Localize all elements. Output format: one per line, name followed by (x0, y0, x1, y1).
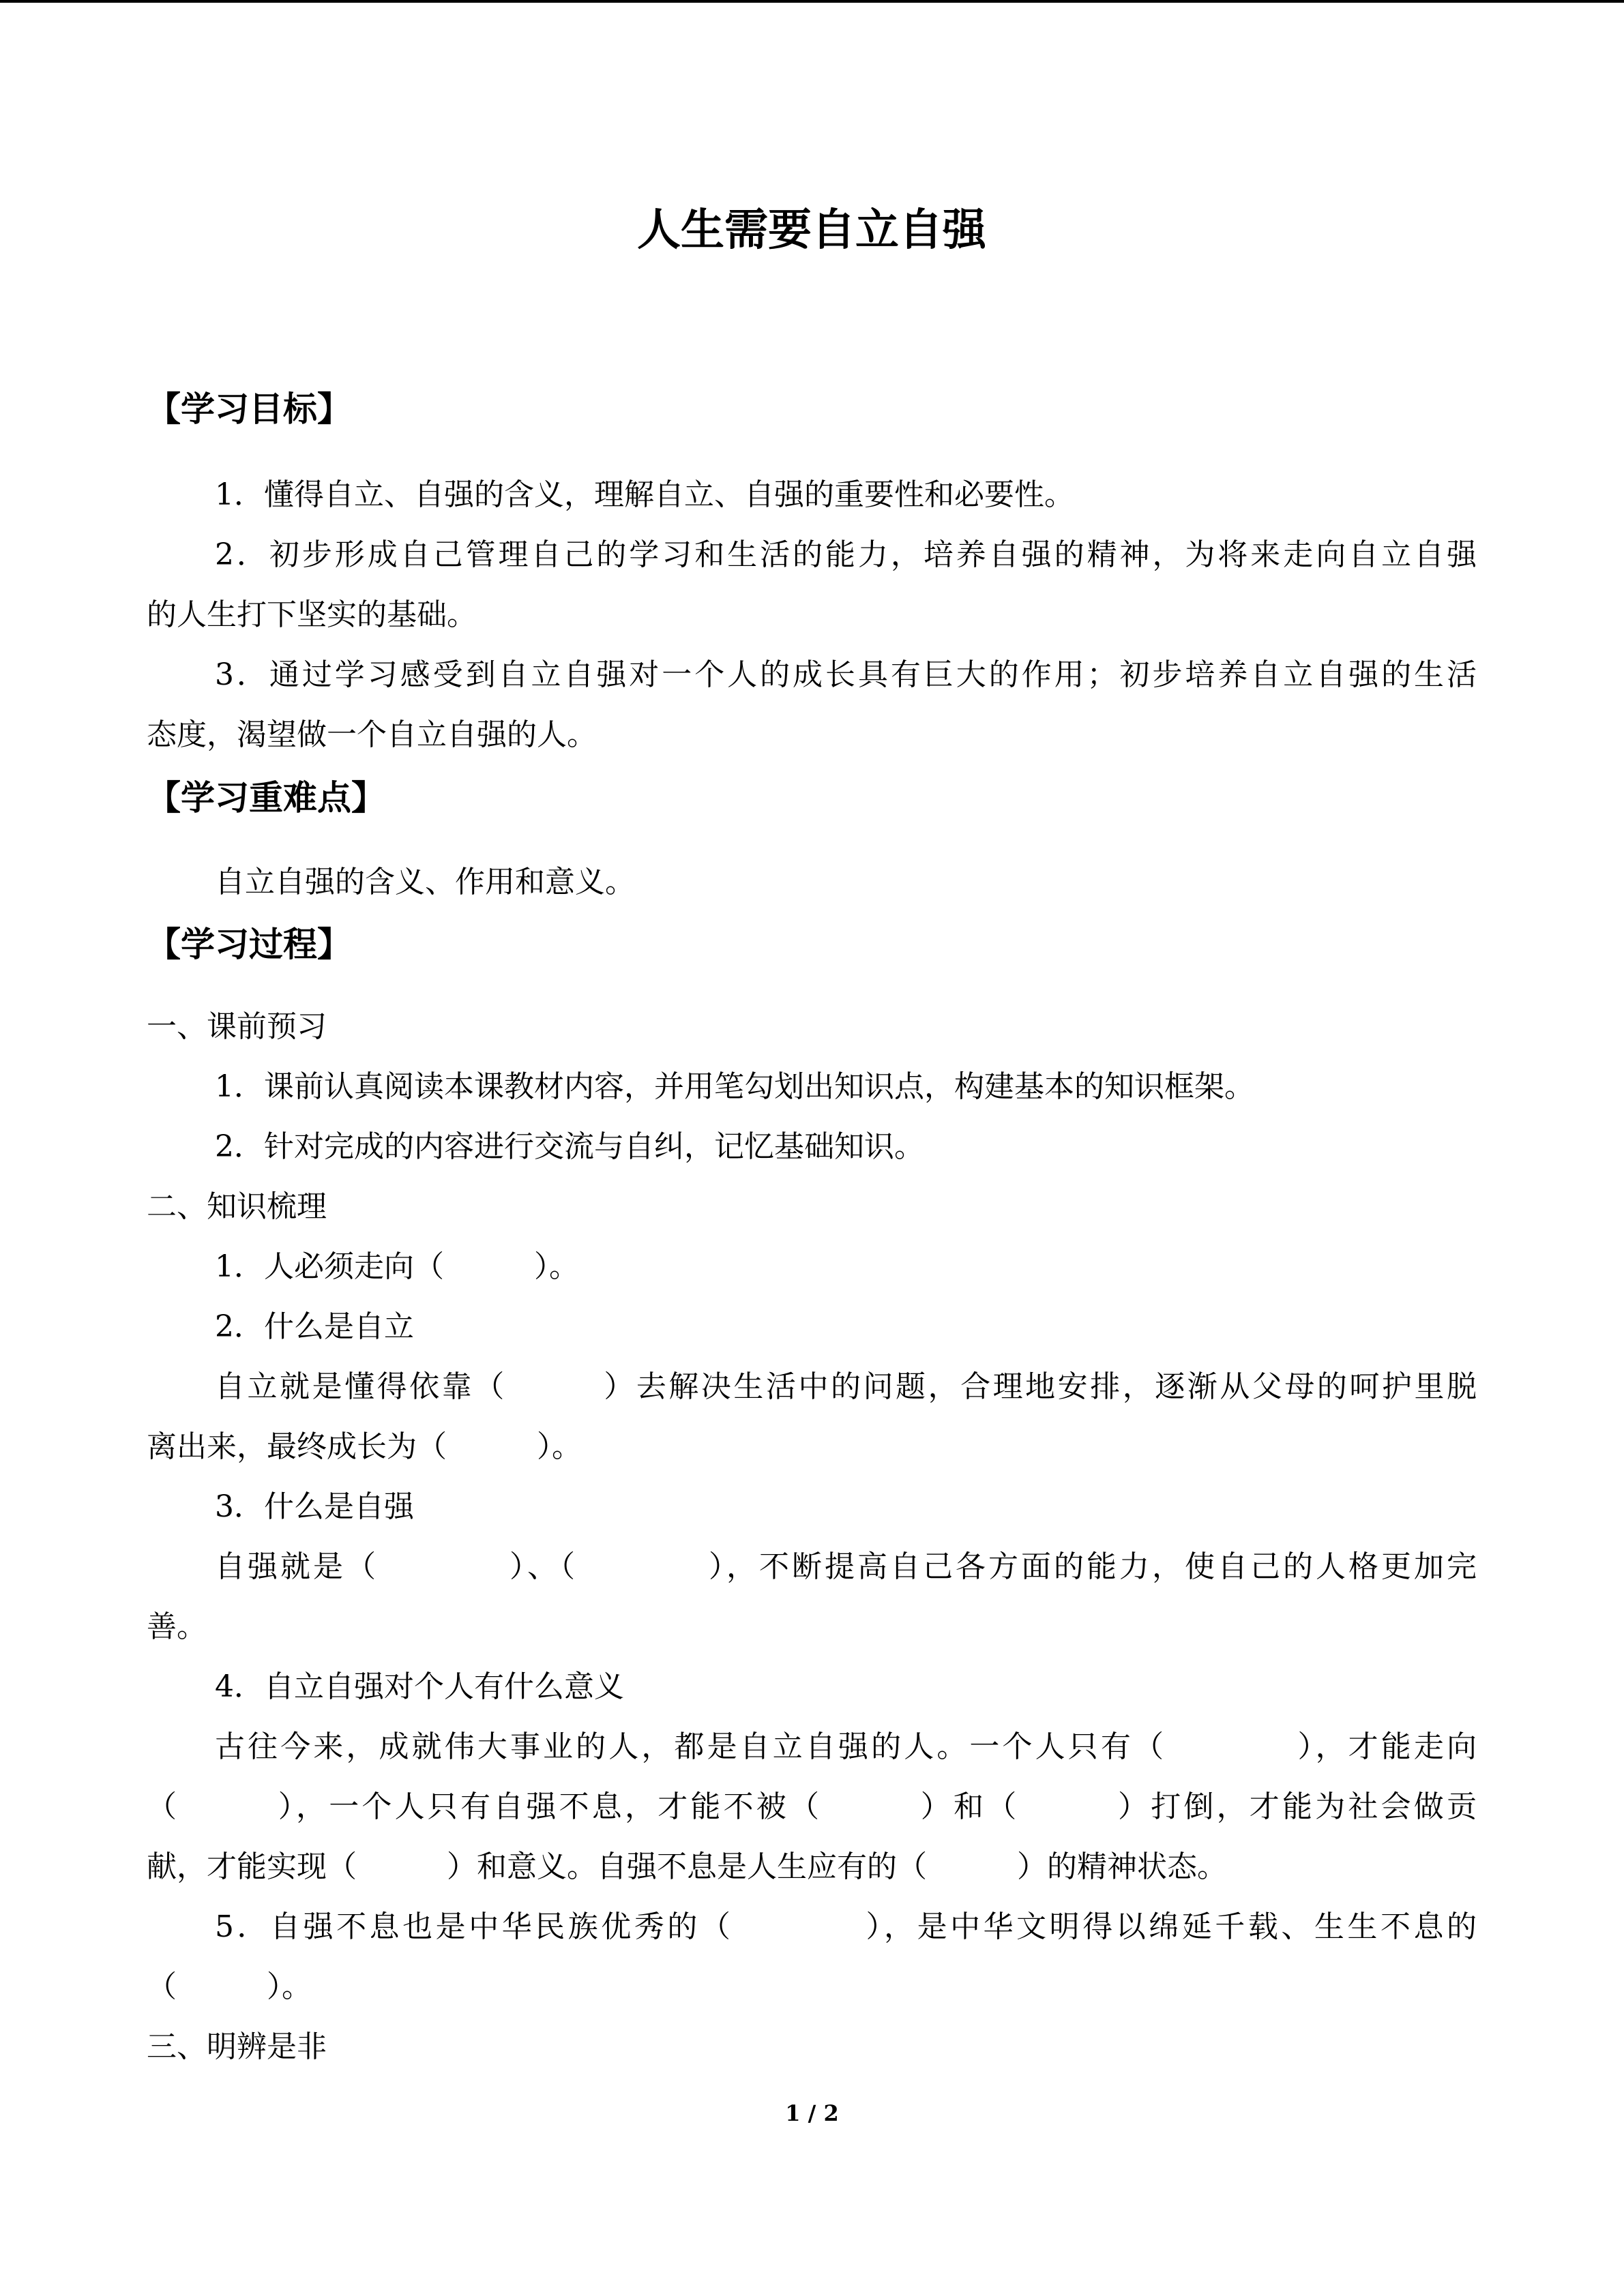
page-number: 1 / 2 (785, 2100, 839, 2126)
knowledge-item-2-text: 自立就是懂得依靠（ ）去解决生活中的问题，合理地安排，逐渐从父母的呵护里脱 (215, 1369, 1477, 1404)
knowledge-item-1: 1．人必须走向（ ）。 (215, 1249, 579, 1284)
section-heading-key-points: 【学习重难点】 (147, 777, 385, 818)
top-border-line (0, 0, 1624, 3)
subsection-knowledge: 二、知识梳理 (147, 1189, 327, 1224)
document-title: 人生需要自立自强 (637, 205, 986, 256)
knowledge-item-4-title: 4．自立自强对个人有什么意义 (215, 1669, 624, 1704)
subsection-preview: 一、课前预习 (147, 1009, 327, 1044)
key-points-text: 自立自强的含义、作用和意义。 (215, 865, 635, 899)
knowledge-item-3-text: 自强就是（ ）、（ ），不断提高自己各方面的能力，使自己的人格更加完 (215, 1549, 1477, 1584)
goal-item-1: 1．懂得自立、自强的含义，理解自立、自强的重要性和必要性。 (215, 477, 1074, 512)
goal-item-3: 3．通过学习感受到自立自强对一个人的成长具有巨大的作用；初步培养自立自强的生活 (215, 657, 1477, 692)
knowledge-item-4-text: 古往今来，成就伟大事业的人，都是自立自强的人。一个人只有（ ），才能走向 (215, 1729, 1477, 1764)
goal-item-2-continued: 的人生打下坚实的基础。 (147, 597, 477, 632)
section-heading-process: 【学习过程】 (147, 924, 351, 964)
goal-item-2: 2．初步形成自己管理自己的学习和生活的能力，培养自强的精神，为将来走向自立自强 (215, 537, 1477, 572)
knowledge-item-4-text-line-3: 献，才能实现（ ）和意义。自强不息是人生应有的（ ）的精神状态。 (147, 1849, 1227, 1884)
knowledge-item-3-text-continued: 善。 (147, 1609, 207, 1644)
knowledge-item-5-text-continued: （ ）。 (147, 1969, 312, 2004)
knowledge-item-4-text-line-2: （ ），一个人只有自强不息，才能不被（ ）和（ ）打倒，才能为社会做贡 (147, 1789, 1477, 1824)
section-heading-goals: 【学习目标】 (147, 389, 351, 429)
preview-item-2: 2．针对完成的内容进行交流与自纠，记忆基础知识。 (215, 1129, 924, 1164)
knowledge-item-5-text: 5．自强不息也是中华民族优秀的（ ），是中华文明得以绵延千载、生生不息的 (215, 1909, 1477, 1944)
knowledge-item-2-title: 2．什么是自立 (215, 1309, 414, 1344)
subsection-right-wrong: 三、明辨是非 (147, 2029, 327, 2064)
knowledge-item-2-text-continued: 离出来，最终成长为（ ）。 (147, 1429, 582, 1464)
goal-item-3-continued: 态度，渴望做一个自立自强的人。 (147, 717, 597, 752)
knowledge-item-3-title: 3．什么是自强 (215, 1489, 414, 1524)
preview-item-1: 1．课前认真阅读本课教材内容，并用笔勾划出知识点，构建基本的知识框架。 (215, 1069, 1254, 1104)
